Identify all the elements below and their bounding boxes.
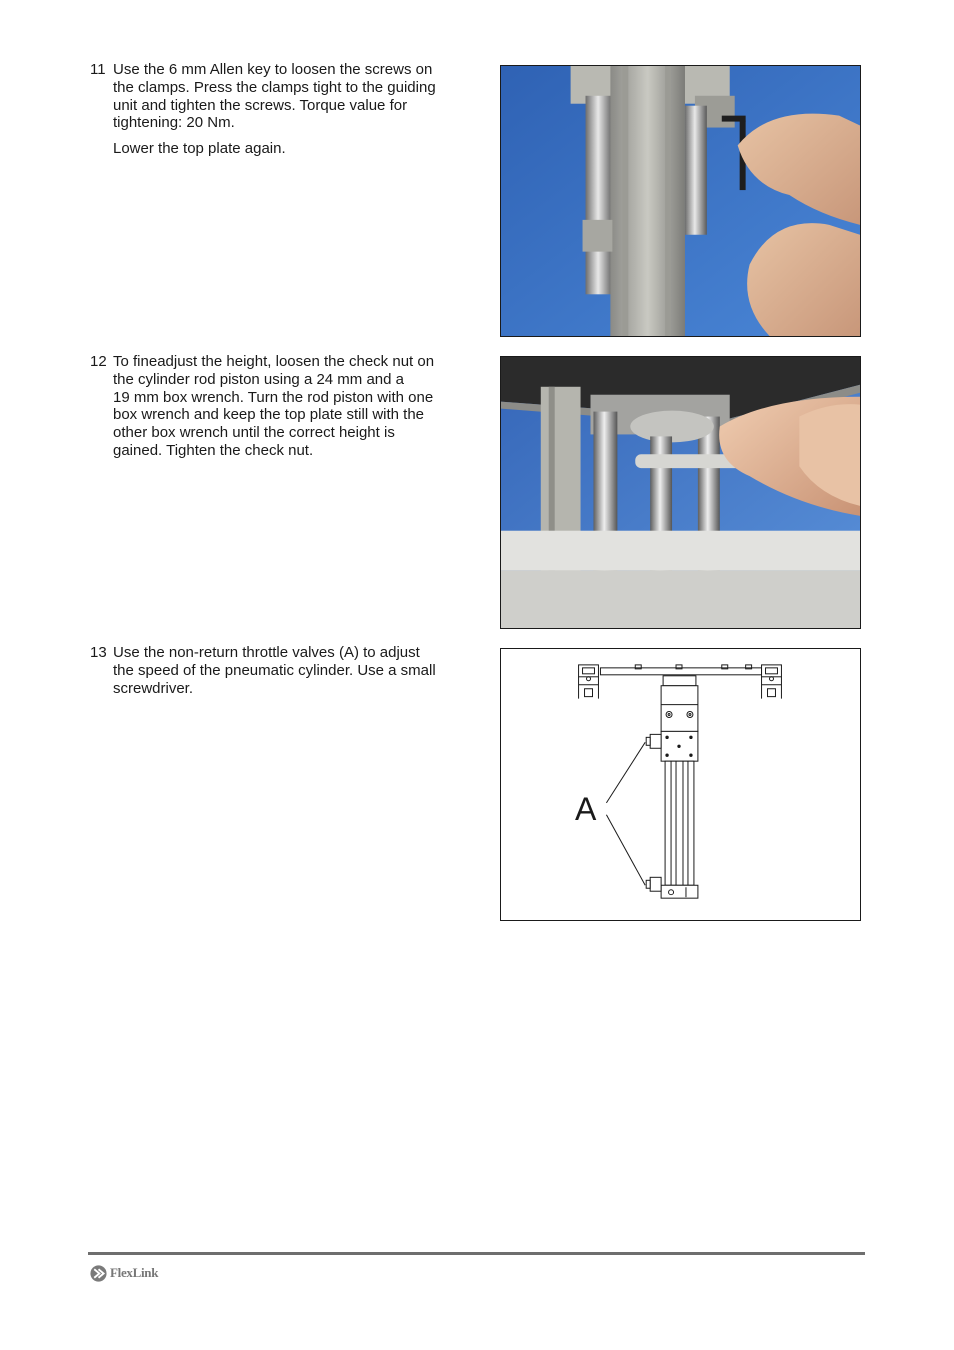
step-text	[113, 353, 460, 460]
step-note: Lower the top plate again.	[113, 140, 286, 158]
step-text-line: tightening: 20 Nm.	[113, 114, 235, 132]
step-text	[113, 644, 460, 697]
step-13	[90, 644, 460, 697]
step-12	[90, 353, 460, 460]
footer-rule	[88, 1252, 865, 1255]
step-text	[113, 61, 460, 158]
photo-allen-key-clamps	[500, 65, 861, 337]
step-number: 11	[90, 61, 106, 78]
step-text-line: the speed of the pneumatic cylinder. Use a small	[113, 661, 436, 679]
diagram-label-a: A	[575, 791, 597, 827]
step-11	[90, 61, 460, 158]
step-text-line: Use the 6 mm Allen key to loosen the screws on	[113, 61, 433, 78]
logo-text: FlexLink	[110, 1265, 159, 1280]
step-number: 12	[90, 353, 107, 370]
step-text-line: To fineadjust the height, loosen the check nut on	[113, 353, 435, 370]
flexlink-logo-icon	[90, 1265, 107, 1282]
step-text-line: the clamps. Press the clamps tight to the guiding	[113, 78, 436, 96]
step-text-line: unit and tighten the screws. Torque value for	[113, 96, 408, 114]
step-text-line: other box wrench until the correct height is	[113, 424, 395, 442]
photo-box-wrench-piston	[500, 356, 861, 629]
step-text-line: box wrench and keep the top plate still with the	[113, 406, 425, 424]
step-text-line: gained. Tighten the check nut.	[113, 441, 314, 459]
diagram-throttle-valves	[500, 648, 861, 921]
step-number: 13	[90, 644, 107, 661]
step-text-line: Use the non-return throttle valves (A) to adjust	[113, 644, 420, 661]
step-text-line: screwdriver.	[113, 679, 194, 697]
footer-logo	[90, 1264, 158, 1282]
step-text-line: 19 mm box wrench. Turn the rod piston with one	[113, 388, 434, 406]
step-text-line: the cylinder rod piston using a 24 mm and a	[113, 370, 404, 388]
